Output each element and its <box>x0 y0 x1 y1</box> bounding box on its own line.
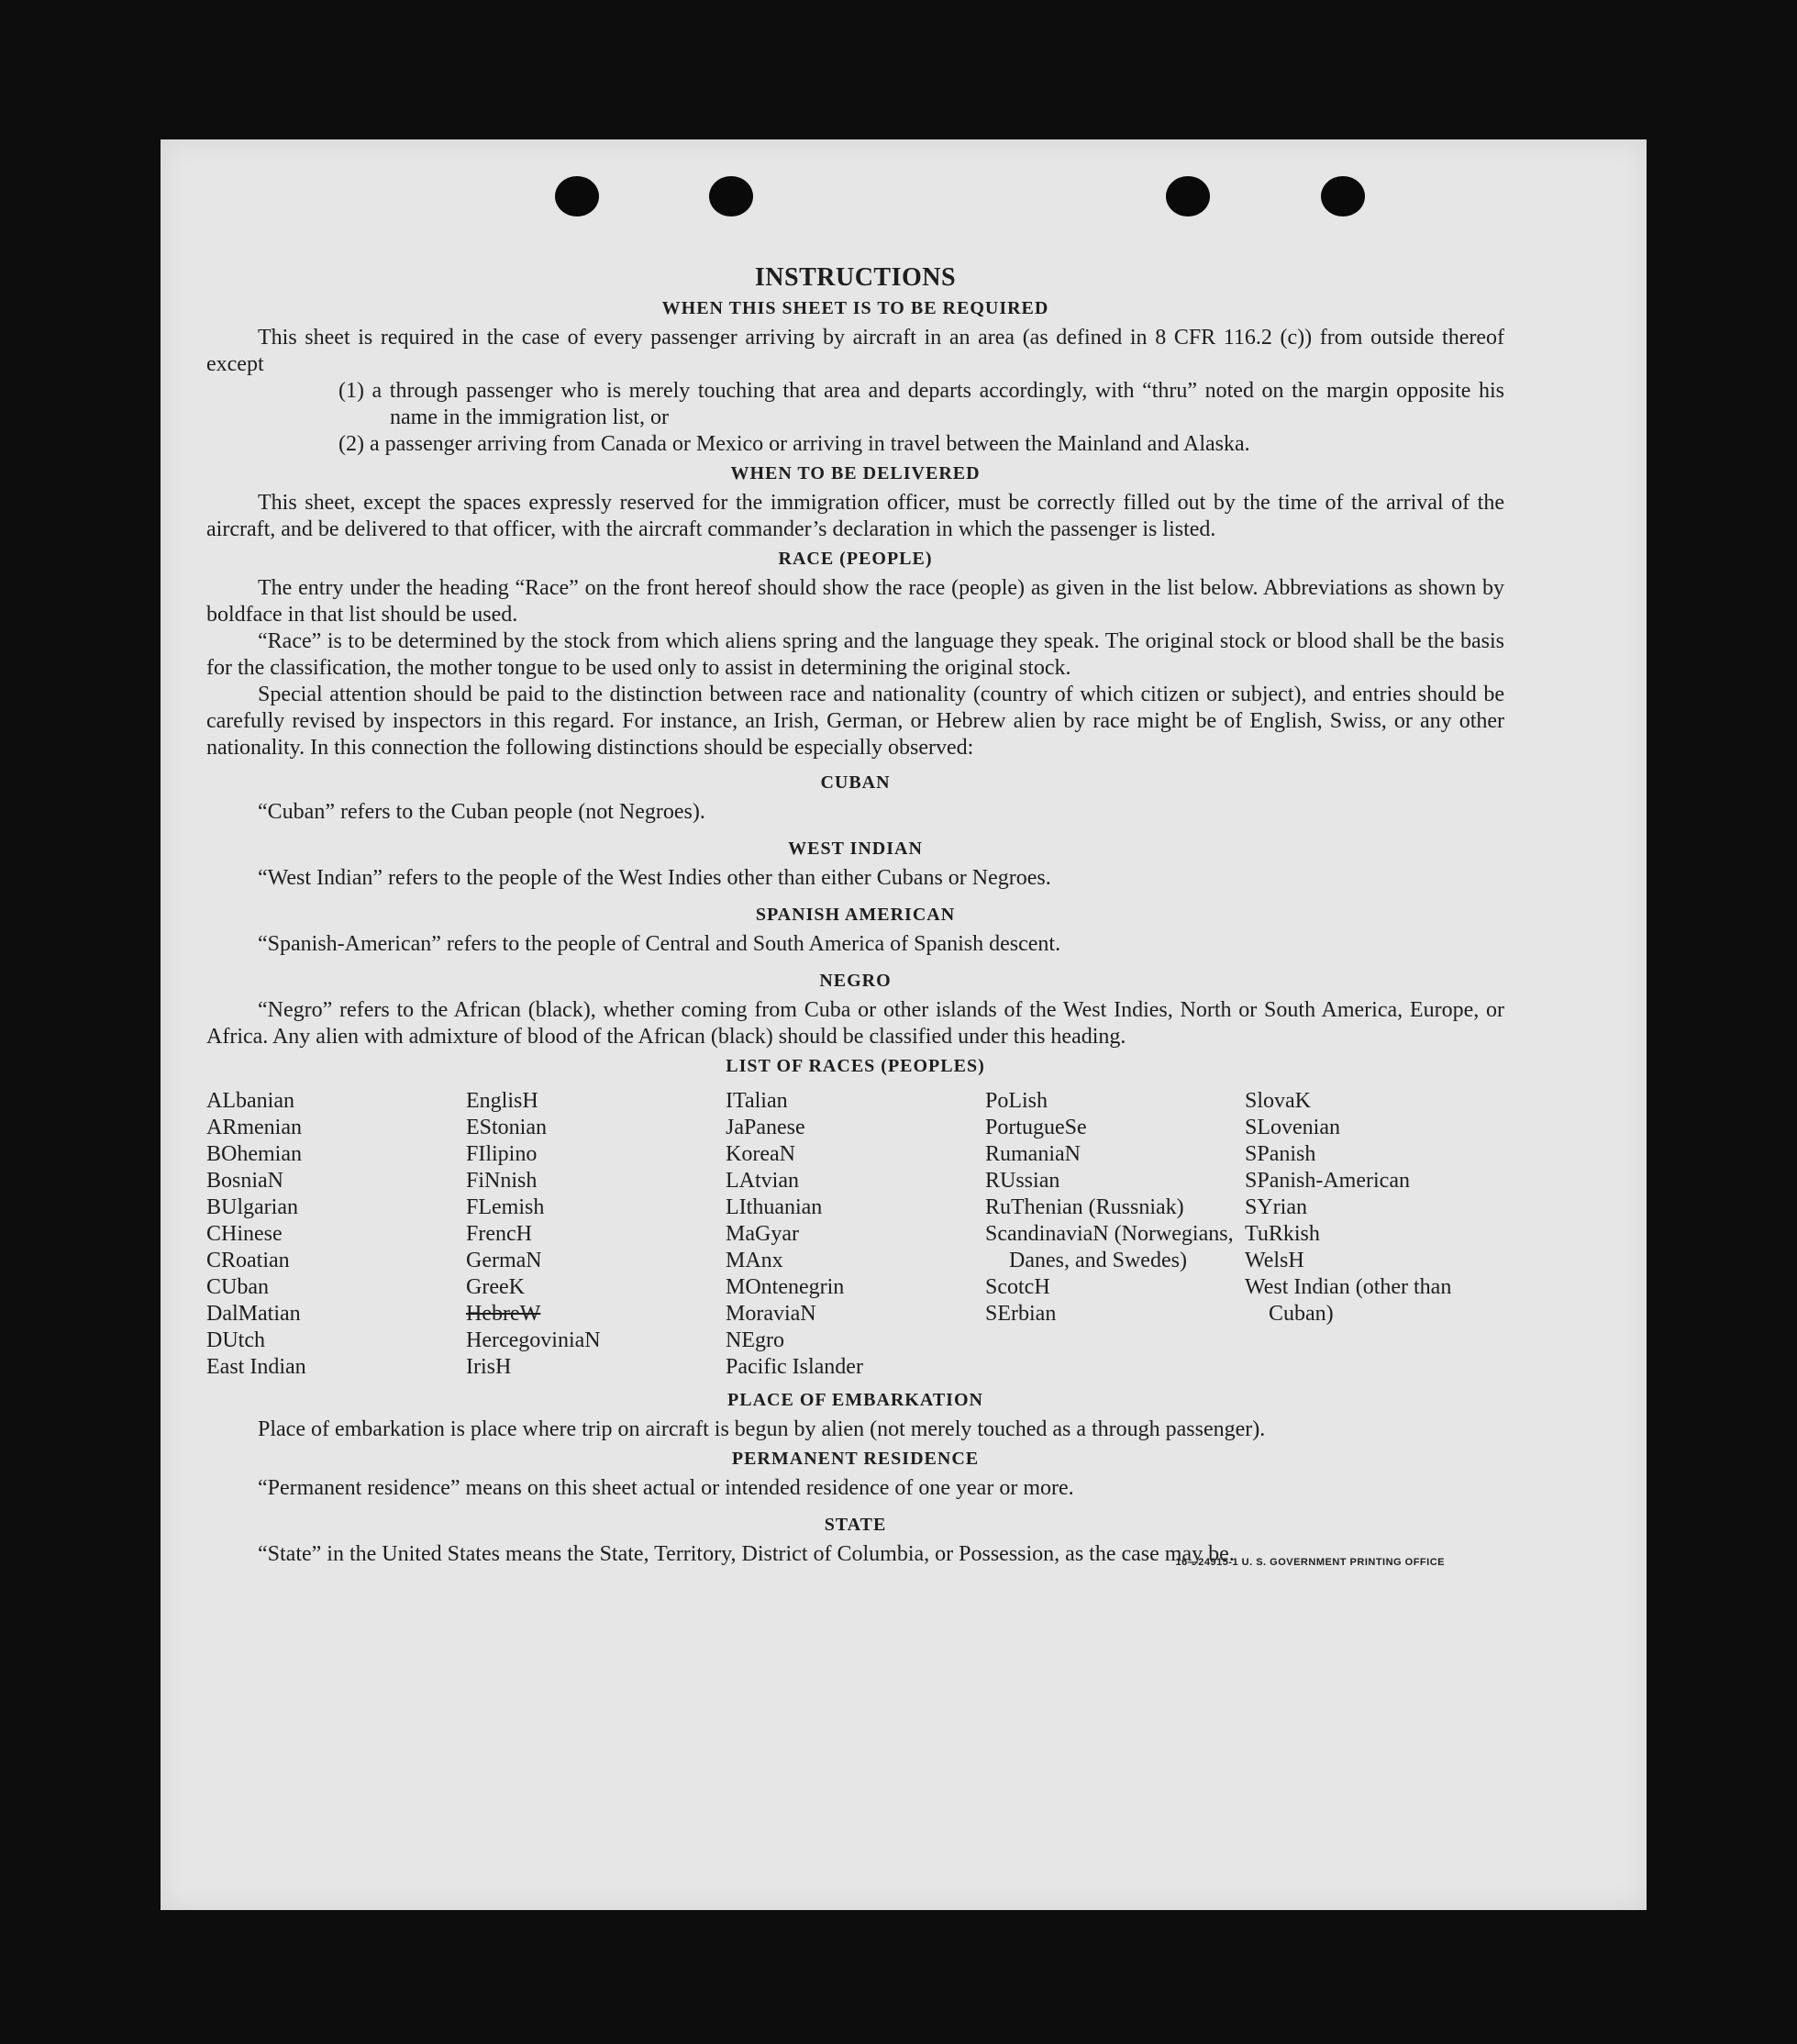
race-entry: SErbian <box>985 1302 1057 1326</box>
race-entry: FIlipino <box>466 1142 538 1166</box>
spanish-american-text: “Spanish-American” refers to the people of Central and South America of Spanish descent. <box>258 932 1061 956</box>
race-entry: NEgro <box>726 1328 784 1352</box>
race-entry: PoLish <box>985 1089 1048 1113</box>
race-entry: PortugueSe <box>985 1116 1087 1139</box>
heading-required: WHEN THIS SHEET IS TO BE REQUIRED <box>661 298 1049 318</box>
race-entry: East Indian <box>206 1355 306 1379</box>
punch-hole <box>709 176 753 217</box>
race-entry: HebreW <box>466 1302 541 1326</box>
race-entry: CHinese <box>206 1222 283 1246</box>
punch-hole <box>1321 176 1365 217</box>
race-entry: ITalian <box>726 1089 788 1113</box>
race-entry: SPanish <box>1245 1142 1316 1166</box>
heading-list-of-races: LIST OF RACES (PEOPLES) <box>726 1056 985 1076</box>
punch-hole <box>1166 176 1210 217</box>
race-column-3 <box>726 1088 985 1381</box>
embarkation-text: Place of embarkation is place where trip on aircraft is begun by alien (not merely touched as a through passenger). <box>258 1417 1266 1441</box>
race-entry: CRoatian <box>206 1249 290 1272</box>
race-entry: SPanish-American <box>1245 1169 1410 1193</box>
race-entry: TuRkish <box>1245 1222 1320 1246</box>
race-entry: LIthuanian <box>726 1195 823 1219</box>
required-text: This sheet is required in the case of every passenger arriving by aircraft in an area (as defined in 8 CFR 116.2 (c)) from outside thereof except <box>206 326 1504 376</box>
race-column-4 <box>985 1088 1245 1381</box>
heading-race: RACE (PEOPLE) <box>778 549 933 569</box>
race-entry: DUtch <box>206 1328 265 1352</box>
race-entry: MAnx <box>726 1249 783 1272</box>
race-entry: GreeK <box>466 1275 525 1299</box>
race-entry: SlovaK <box>1245 1089 1311 1113</box>
race-entry: ScandinaviaN (Norwegians, Danes, and Swedes) <box>985 1222 1234 1272</box>
race-column-5 <box>1245 1088 1504 1381</box>
race-column-2 <box>466 1088 726 1381</box>
race-list <box>206 1088 1504 1381</box>
race-entry: LAtvian <box>726 1169 799 1193</box>
page-title: INSTRUCTIONS <box>754 263 957 292</box>
race-entry: SLovenian <box>1245 1116 1340 1139</box>
document-sheet <box>161 139 1647 1910</box>
heading-west-indian: WEST INDIAN <box>788 839 923 859</box>
west-indian-text: “West Indian” refers to the people of the West Indies other than either Cubans or Negroes. <box>258 866 1051 890</box>
race-entry: ALbanian <box>206 1089 294 1113</box>
race-entry: CUban <box>206 1275 269 1299</box>
race-entry: MoraviaN <box>726 1302 816 1326</box>
race-paragraph-2: “Race” is to be determined by the stock from which aliens spring and the language they speak. The original stock or blood shall be the basis for the classification, the mother tongue to be used only to assist in determining the original stock. <box>206 629 1504 680</box>
race-entry: FLemish <box>466 1195 545 1219</box>
race-entry: BOhemian <box>206 1142 302 1166</box>
exception-list <box>206 378 1504 458</box>
race-entry: BosniaN <box>206 1169 283 1193</box>
residence-text: “Permanent residence” means on this sheet actual or intended residence of one year or more. <box>258 1476 1074 1500</box>
race-entry: WelsH <box>1245 1249 1304 1272</box>
heading-negro: NEGRO <box>819 971 892 991</box>
printing-office-code: 16—24915-1 U. S. GOVERNMENT PRINTING OFFICE <box>1175 1557 1445 1568</box>
race-entry: RuThenian (Russniak) <box>985 1195 1184 1219</box>
race-entry: KoreaN <box>726 1142 795 1166</box>
race-entry: DalMatian <box>206 1302 301 1326</box>
race-entry: RUssian <box>985 1169 1060 1193</box>
race-column-1 <box>206 1088 466 1381</box>
race-entry: JaPanese <box>726 1116 805 1139</box>
race-entry: RumaniaN <box>985 1142 1081 1166</box>
exception-item-2: (2) a passenger arriving from Canada or Mexico or arriving in travel between the Mainland and Alaska. <box>338 432 1250 456</box>
negro-text: “Negro” refers to the African (black), whether coming from Cuba or other islands of the West Indies, North or South America, Europe, or Africa. Any alien with admixture of blood of the African (black) should be classified under this heading. <box>206 998 1504 1049</box>
race-entry: EStonian <box>466 1116 547 1139</box>
heading-state: STATE <box>824 1515 887 1535</box>
race-entry: EnglisH <box>466 1089 538 1113</box>
cuban-text: “Cuban” refers to the Cuban people (not Negroes). <box>258 800 705 824</box>
race-entry: IrisH <box>466 1355 512 1379</box>
race-entry: MaGyar <box>726 1222 799 1246</box>
heading-delivered: WHEN TO BE DELIVERED <box>730 463 981 483</box>
delivered-text: This sheet, except the spaces expressly reserved for the immigration officer, must be correctly filled out by the time of the arrival of the aircraft, and be delivered to that officer, with the aircraft commander’s declaration in which the passenger is listed. <box>206 491 1504 541</box>
punch-hole <box>555 176 599 217</box>
race-paragraph-3: Special attention should be paid to the distinction between race and nationality (country of which citizen or subject), and entries should be carefully revised by inspectors in this regard. For instance, an Irish, German, or Hebrew alien by race might be of English, Swiss, or any other nationality. In this connection the following distinctions should be especially observed: <box>206 683 1504 760</box>
race-entry: MOntenegrin <box>726 1275 845 1299</box>
race-entry: FiNnish <box>466 1169 538 1193</box>
race-paragraph-1: The entry under the heading “Race” on the front hereof should show the race (people) as given in the list below. Abbreviations as shown by boldface in that list should be used. <box>206 576 1504 627</box>
race-entry: ScotcH <box>985 1275 1050 1299</box>
race-entry: West Indian (other than Cuban) <box>1245 1275 1452 1326</box>
heading-embarkation: PLACE OF EMBARKATION <box>727 1390 983 1410</box>
race-entry: Pacific Islander <box>726 1355 863 1379</box>
state-text: “State” in the United States means the State, Territory, District of Columbia, or Possession, as the case may be. <box>258 1542 1235 1566</box>
race-entry: FrencH <box>466 1222 532 1246</box>
race-entry: SYrian <box>1245 1195 1307 1219</box>
heading-residence: PERMANENT RESIDENCE <box>731 1449 980 1469</box>
race-entry: ARmenian <box>206 1116 302 1139</box>
heading-spanish-american: SPANISH AMERICAN <box>755 905 956 925</box>
race-entry: HercegoviniaN <box>466 1328 601 1352</box>
heading-cuban: CUBAN <box>820 772 891 793</box>
race-entry: GermaN <box>466 1249 542 1272</box>
instructions-content <box>206 263 1504 1568</box>
race-entry: BUlgarian <box>206 1195 298 1219</box>
exception-item-1: (1) a through passenger who is merely touching that area and departs accordingly, with “thru” noted on the margin opposite his name in the immigration list, or <box>338 379 1504 429</box>
